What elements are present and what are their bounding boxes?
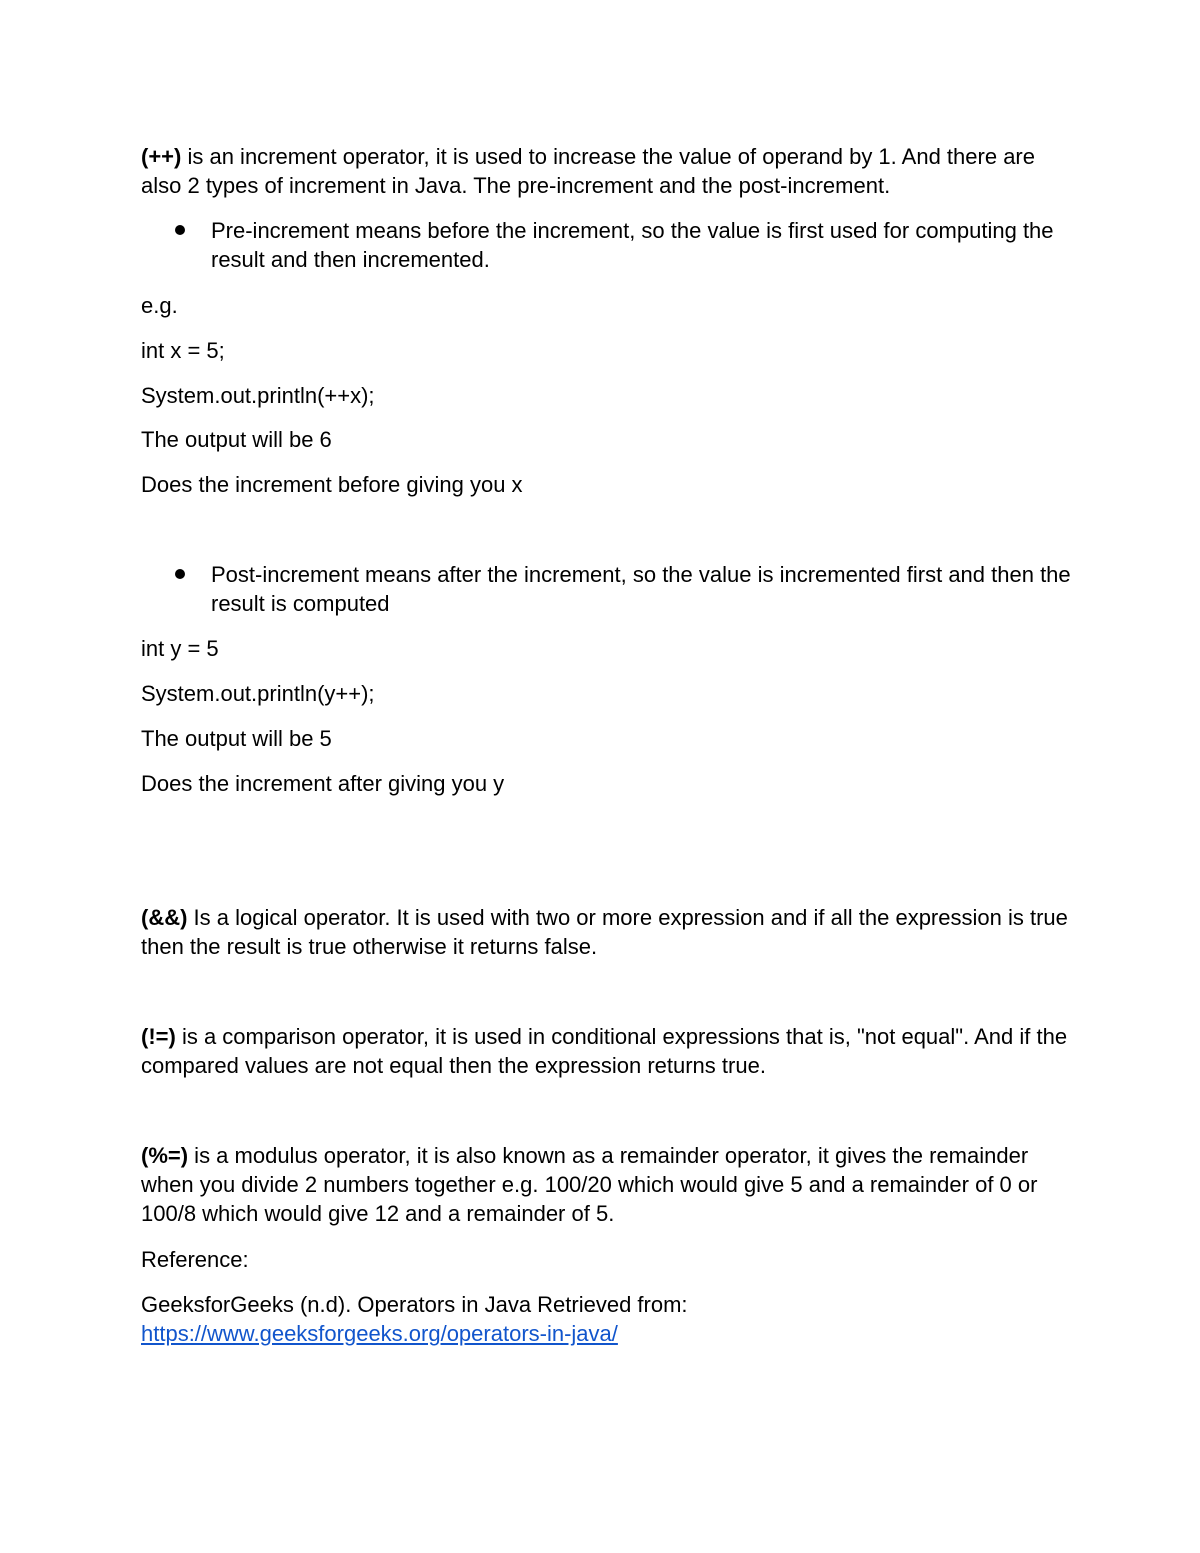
increment-paragraph: [141, 142, 1071, 200]
not-equal-text: is a comparison operator, it is used in conditional expressions that is, "not equal". And if the compared values are not equal then the expression returns true.: [141, 1024, 1068, 1078]
bullet-icon: [175, 569, 185, 579]
modulus-text: is a modulus operator, it is also known as a remainder operator, it gives the remainder when you divide 2 numbers together e.g. 100/20 which would give 5 and a remainder of 0 or 100/8 which would give 12 and a remainder of 5.: [141, 1143, 1038, 1226]
not-equal-symbol: (!=): [141, 1024, 176, 1049]
bullet-icon: [175, 225, 185, 235]
reference-citation: [141, 1290, 1071, 1348]
logical-and-symbol: (&&): [141, 905, 188, 930]
reference-link[interactable]: https://www.geeksforgeeks.org/operators-in-java/: [141, 1321, 618, 1346]
modulus-paragraph: [141, 1141, 1071, 1228]
note-x: Does the increment before giving you x: [141, 472, 523, 497]
output-x: The output will be 6: [141, 427, 332, 452]
citation-text: GeeksforGeeks (n.d). Operators in Java Retrieved from:: [141, 1292, 688, 1317]
note-y: Does the increment after giving you y: [141, 771, 505, 796]
eg-label: e.g.: [141, 293, 178, 318]
logical-and-text: Is a logical operator. It is used with two or more expression and if all the expression is true then the result is true otherwise it returns false.: [141, 905, 1068, 959]
reference-heading: Reference:: [141, 1247, 249, 1272]
code-decl-x: int x = 5;: [141, 338, 225, 363]
output-y: The output will be 5: [141, 726, 332, 751]
increment-symbol: (++): [141, 144, 182, 169]
pre-increment-bullet: Pre-increment means before the increment, so the value is first used for computing the result and then incremented.: [211, 218, 1054, 272]
not-equal-paragraph: [141, 1022, 1071, 1080]
code-print-x: System.out.println(++x);: [141, 383, 375, 408]
increment-text: is an increment operator, it is used to increase the value of operand by 1. And there are also 2 types of increment in Java. The pre-increment and the post-increment.: [141, 144, 1035, 198]
code-print-y: System.out.println(y++);: [141, 681, 375, 706]
code-decl-y: int y = 5: [141, 636, 219, 661]
post-increment-bullet: Post-increment means after the increment, so the value is incremented first and then the result is computed: [211, 562, 1071, 616]
modulus-symbol: (%=): [141, 1143, 189, 1168]
logical-and-paragraph: [141, 903, 1071, 961]
